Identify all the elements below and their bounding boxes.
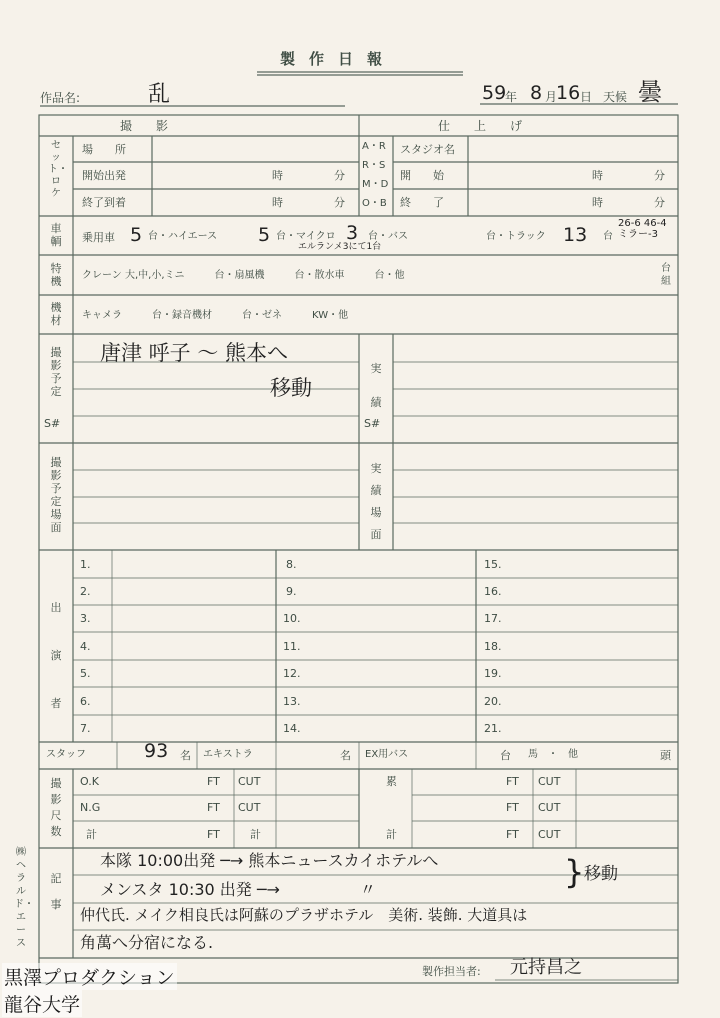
studio-md: M・D — [362, 179, 389, 190]
cast-number: 14. — [283, 722, 301, 735]
car-value: 5 — [130, 224, 143, 246]
micro-label: 台・マイクロ — [276, 231, 336, 242]
truck-unit: 台 — [603, 231, 613, 242]
plan-actual-label: 実績 — [370, 362, 382, 409]
ft-label: FT — [207, 828, 220, 841]
cut-label: CUT — [238, 775, 261, 788]
studio-start-label: 開 始 — [400, 169, 444, 182]
cut-label: CUT — [538, 801, 561, 814]
cast-number: 21. — [484, 722, 502, 735]
form-title: 製作日報 — [280, 50, 397, 68]
cast-number: 13. — [283, 695, 301, 708]
hiace-label: 台・ハイエース — [148, 231, 218, 242]
cumulative-label: 累 — [386, 775, 397, 788]
minute-label: 分 — [334, 169, 345, 182]
studio-name-label: スタジオ名 — [400, 143, 455, 156]
notes-line-2: メンスタ 10:30 出発 ─→ 〃 — [100, 880, 376, 899]
truck-value: 13 — [563, 224, 588, 246]
cast-number: 19. — [484, 667, 502, 680]
minute-label: 分 — [334, 196, 345, 209]
notes-line-1: 本隊 10:00出発 ─→ 熊本ニュースカイホテルへ — [100, 851, 439, 870]
staff-label: スタッフ — [46, 749, 86, 760]
cast-number: 16. — [484, 585, 502, 598]
ft-label: FT — [506, 828, 519, 841]
hour-label: 時 — [592, 169, 603, 182]
notes-brace-note: 移動 — [584, 864, 618, 884]
company-name: ㈱ヘラルド・エース — [14, 847, 34, 949]
hour-label: 時 — [272, 169, 283, 182]
cast-number: 1. — [80, 558, 91, 571]
month-unit: 月 — [545, 90, 558, 104]
cast-number: 12. — [283, 667, 301, 680]
plan-actual-scene-number: S# — [364, 417, 381, 430]
cut-label: CUT — [538, 828, 561, 841]
weather-value: 曇 — [638, 78, 662, 106]
cast-number: 11. — [283, 640, 301, 653]
month-value: 8 — [530, 82, 543, 104]
manager-label: 製作担当者: — [422, 965, 481, 978]
cast-number: 2. — [80, 585, 91, 598]
plan-scene-number: S# — [44, 417, 61, 430]
place-label: 場 所 — [82, 143, 126, 156]
equip-label: 特機 — [50, 262, 62, 288]
truck-note: 26-6 46-4 ミラー-3 — [618, 218, 667, 240]
head-unit: 頭 — [660, 749, 671, 762]
cast-number: 20. — [484, 695, 502, 708]
ok-label: O.K — [80, 775, 99, 788]
micro-value: 3 — [346, 222, 359, 244]
total-label: 計 — [86, 828, 97, 841]
ex-bus-label: EX用バス — [365, 749, 409, 760]
minute-label: 分 — [654, 196, 665, 209]
equip-items: クレーン 大,中,小,ミニ 台・扇風機 台・散水車 台・他 — [82, 270, 405, 281]
work-label: 作品名: — [40, 91, 81, 105]
cast-number: 4. — [80, 640, 91, 653]
cast-number: 5. — [80, 667, 91, 680]
notes-label: 記事 — [50, 872, 62, 911]
start-depart-label: 開始出発 — [82, 169, 126, 182]
scene-actual-label: 実績場面 — [370, 462, 382, 541]
day-value: 16 — [556, 82, 581, 104]
vehicles-label: 車輌 — [50, 222, 62, 248]
weather-label: 天候 — [603, 90, 628, 104]
cut-label: CUT — [238, 801, 261, 814]
set-loc-label: セット・ロケ — [48, 140, 68, 199]
cast-number: 15. — [484, 558, 502, 571]
staff-value: 93 — [144, 740, 169, 762]
studio-end-label: 終 了 — [400, 196, 444, 209]
cast-number: 18. — [484, 640, 502, 653]
material-label: 機材 — [50, 301, 62, 327]
studio-ob: O・B — [362, 198, 387, 209]
manager-value: 元持昌之 — [510, 957, 582, 978]
studio-ar: A・R — [362, 141, 386, 152]
total-label: 計 — [250, 828, 261, 841]
equip-unit: 台組 — [661, 263, 671, 287]
studio-rs: R・S — [362, 160, 386, 171]
year-value: 59 — [482, 82, 507, 104]
car-label: 乗用車 — [82, 231, 115, 244]
cast-number: 10. — [283, 612, 301, 625]
hour-label: 時 — [272, 196, 283, 209]
cast-number: 3. — [80, 612, 91, 625]
scene-label: 撮影予定場面 — [50, 456, 62, 534]
staff-unit: 名 — [180, 749, 191, 762]
year-unit: 年 — [505, 90, 518, 104]
watermark-line-1: 黒澤プロダクション — [2, 963, 177, 990]
material-items: キャメラ 台・録音機材 台・ゼネ KW・他 — [82, 310, 349, 321]
hour-label: 時 — [592, 196, 603, 209]
minute-label: 分 — [654, 169, 665, 182]
ng-label: N.G — [80, 801, 101, 814]
horse-label: 馬 ・ 他 — [528, 749, 578, 760]
hiace-value: 5 — [258, 224, 271, 246]
extra-unit: 名 — [340, 749, 351, 762]
cast-label: 出演者 — [50, 601, 62, 710]
ft-label: FT — [506, 775, 519, 788]
extra-label: エキストラ — [203, 749, 253, 760]
bus-unit: 台 — [500, 749, 511, 762]
cast-number: 17. — [484, 612, 502, 625]
watermark-line-2: 龍谷大学 — [2, 990, 82, 1017]
micro-note: エルランメ3にて1台 — [298, 242, 382, 252]
footage-label: 撮影尺数 — [50, 777, 62, 838]
ft-label: FT — [207, 775, 220, 788]
work-value: 乱 — [148, 82, 171, 107]
day-unit: 日 — [580, 90, 593, 104]
plan-label: 撮影予定 — [50, 346, 62, 398]
notes-line-4: 角萬へ分宿になる. — [80, 933, 214, 952]
plan-line-1: 唐津 呼子 〜 熊本へ — [100, 341, 289, 365]
end-arrive-label: 終了到着 — [82, 196, 126, 209]
notes-line-3: 仲代氏. メイク相良氏は阿蘇のプラザホテル 美術. 装飾. 大道具は — [80, 906, 528, 924]
cast-number: 9. — [286, 585, 297, 598]
shoot-section-title: 撮 影 — [120, 119, 169, 133]
truck-label: 台・トラック — [486, 231, 546, 242]
plan-line-2: 移動 — [270, 376, 312, 400]
ft-label: FT — [506, 801, 519, 814]
cast-number: 6. — [80, 695, 91, 708]
ft-label: FT — [207, 801, 220, 814]
cut-label: CUT — [538, 775, 561, 788]
cast-number: 8. — [286, 558, 297, 571]
cast-number: 7. — [80, 722, 91, 735]
finish-section-title: 仕 上 げ — [438, 119, 523, 133]
cumulative-total-label: 計 — [386, 828, 397, 841]
brace-mark: } — [564, 853, 585, 891]
bus-label: 台・バス — [368, 231, 408, 242]
